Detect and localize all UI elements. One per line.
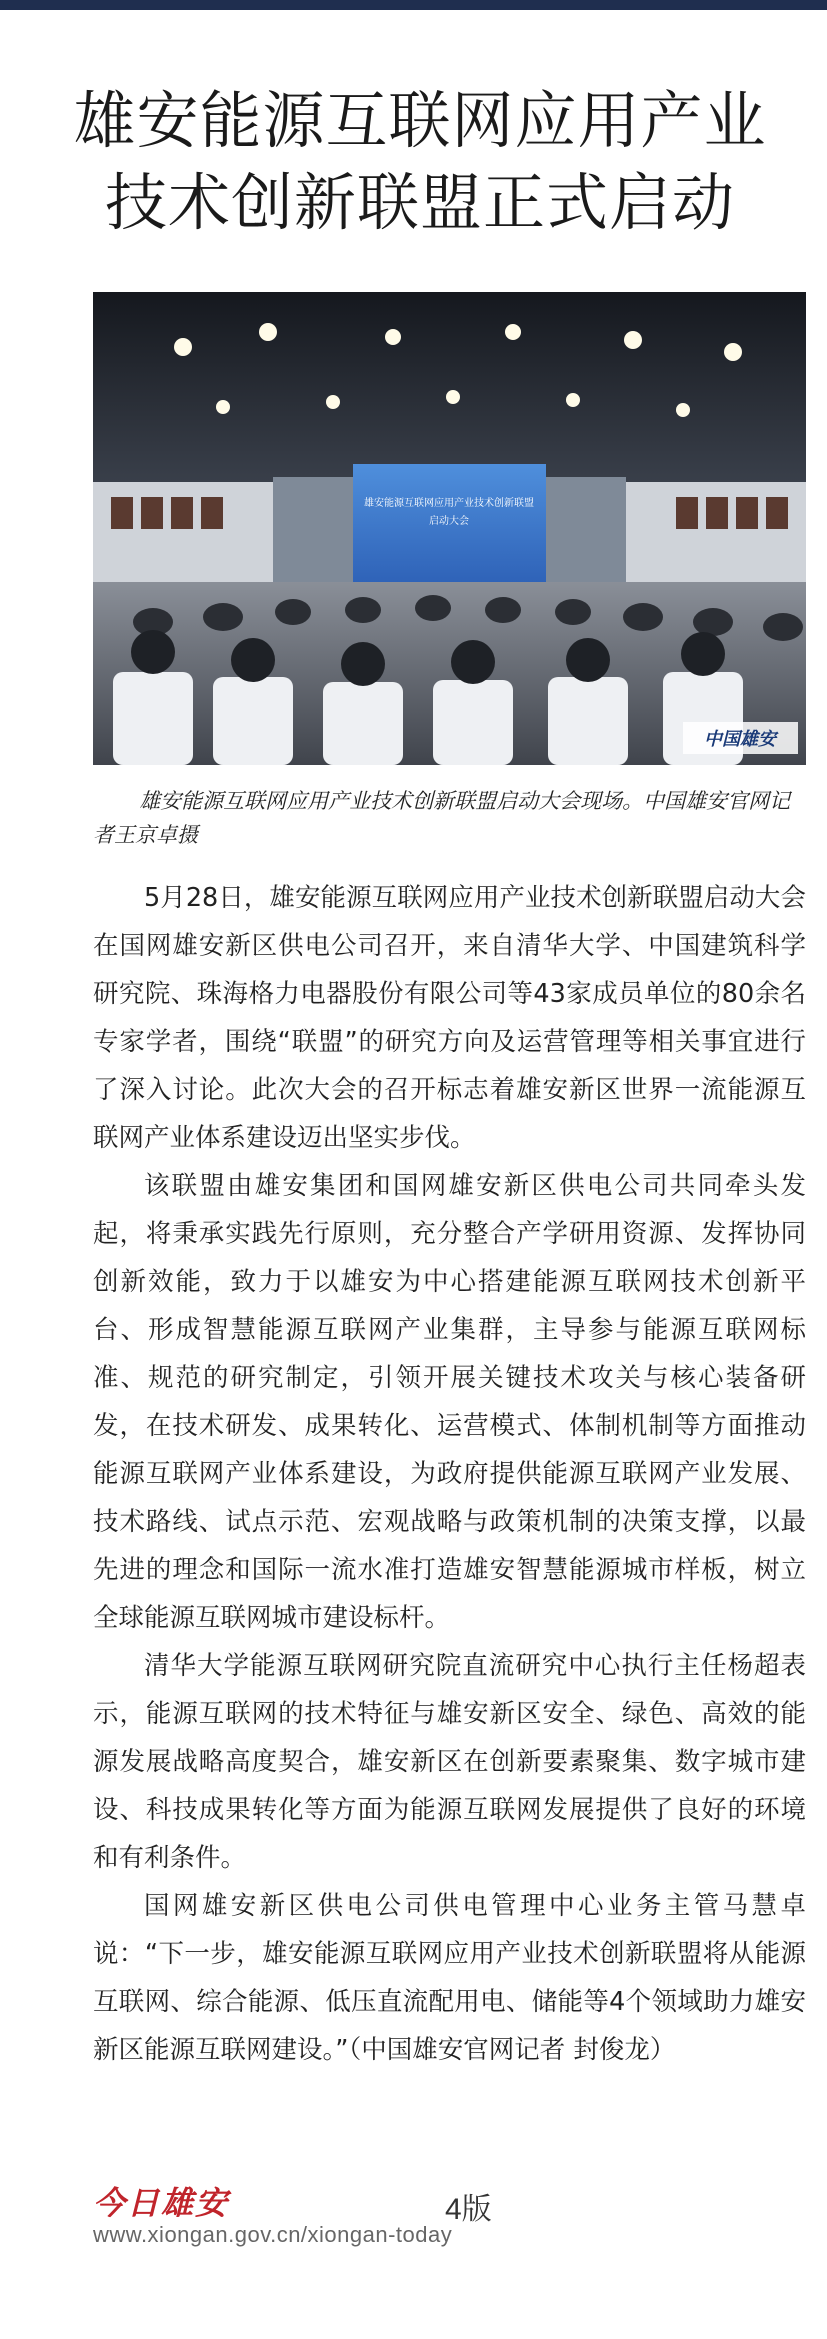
title-line-2: 技术创新联盟正式启动 xyxy=(104,166,735,239)
title-line-1: 雄安能源互联网应用产业 xyxy=(73,84,767,157)
screen-text-2: 启动大会 xyxy=(429,516,469,527)
photo-watermark: 中国雄安 xyxy=(704,729,776,750)
article-paragraph: 国网雄安新区供电公司供电管理中心业务主管马慧卓说：“下一步，雄安能源互联网应用产业技术创新联盟将从能源互联网、综合能源、低压直流配用电、储能等4个领域助力雄安新区能源互联网建设。”（中国雄安官网记者 封俊龙） xyxy=(93,1891,806,2065)
page-number: 4版 xyxy=(445,2193,492,2226)
article-title xyxy=(60,80,780,244)
article-body xyxy=(93,874,806,2074)
screen-text-1: 雄安能源互联网应用产业技术创新联盟 xyxy=(364,498,534,509)
photo-caption: 雄安能源互联网应用产业技术创新联盟启动大会现场。中国雄安官网记者王京卓摄 xyxy=(93,789,791,847)
article-paragraph: 该联盟由雄安集团和国网雄安新区供电公司共同牵头发起，将秉承实践先行原则，充分整合产学研用资源、发挥协同创新效能，致力于以雄安为中心搭建能源互联网技术创新平台、形成智慧能源互联网产业集群，主导参与能源互联网标准、规范的研究制定，引领开展关键技术攻关与核心装备研发，在技术研发、成果转化、运营模式、体制机制等方面推动能源互联网产业体系建设，为政府提供能源互联网产业发展、技术路线、试点示范、宏观战略与政策机制的决策支撑，以最先进的理念和国际一流水准打造雄安智慧能源城市样板，树立全球能源互联网城市建设标杆。 xyxy=(93,1171,806,1633)
top-banner-bar xyxy=(0,0,827,10)
article-paragraph: 5月28日，雄安能源互联网应用产业技术创新联盟启动大会在国网雄安新区供电公司召开，来自清华大学、中国建筑科学研究院、珠海格力电器股份有限公司等43家成员单位的80余名专家学者，围绕“联盟”的研究方向及运营管理等相关事宜进行了深入讨论。此次大会的召开标志着雄安新区世界一流能源互联网产业体系建设迈出坚实步伐。 xyxy=(93,883,806,1153)
today-xiongan-logo: 今日雄安 xyxy=(93,2184,230,2222)
footer-url-link[interactable]: www.xiongan.gov.cn/xiongan-today xyxy=(93,2222,453,2247)
conference-photo xyxy=(93,292,806,765)
article-paragraph: 清华大学能源互联网研究院直流研究中心执行主任杨超表示，能源互联网的技术特征与雄安新区安全、绿色、高效的能源发展战略高度契合，雄安新区在创新要素聚集、数字城市建设、科技成果转化等方面为能源互联网发展提供了良好的环境和有利条件。 xyxy=(93,1651,806,1873)
